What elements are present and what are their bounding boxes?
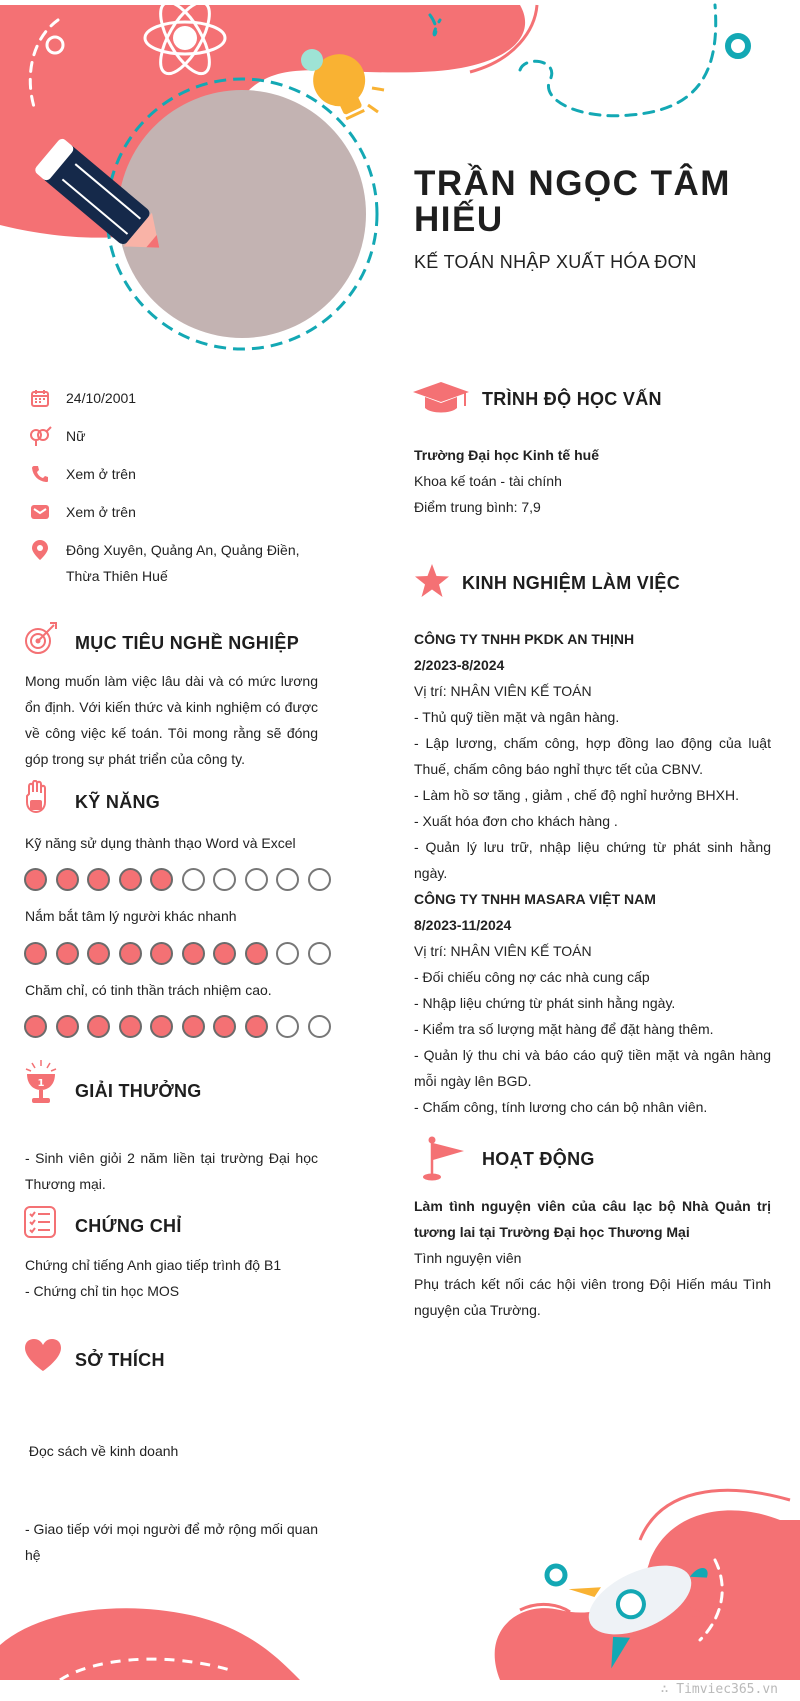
skill-rating [24,868,339,891]
gender-value: Nữ [66,428,86,444]
awards-text: - Sinh viên giỏi 2 năm liền tại trường Đại học Thương mại. [25,1150,318,1192]
rating-dot-filled [213,942,236,965]
job-duty: - Làm hồ sơ tăng , giảm , chế độ nghỉ hưởng BHXH. [414,787,740,803]
trophy-icon [24,1060,58,1111]
hobbies-title: SỞ THÍCH [75,1350,165,1370]
checklist-icon [24,1206,56,1243]
education-title: TRÌNH ĐỘ HỌC VẤN [482,389,662,409]
job-duty: - Xuất hóa đơn cho khách hàng . [414,813,618,829]
rating-dot-filled [245,942,268,965]
skill-rating [24,1015,339,1038]
job-title: KẾ TOÁN NHẬP XUẤT HÓA ĐƠN [414,252,697,272]
job-period: 2/2023-8/2024 [414,657,505,673]
hand-icon [24,780,50,819]
rating-dot-filled [56,942,79,965]
calendar-icon [26,385,54,411]
hobbies-list [25,1386,322,1594]
rating-dot-filled [245,1015,268,1038]
job-duty: - Đối chiếu công nợ các nhà cung cấp [414,969,650,985]
job-duty: - Kiểm tra số lượng mặt hàng để đặt hàng thêm. [414,1021,714,1037]
faculty: Khoa kế toán - tài chính [414,473,562,489]
phone-value: Xem ở trên [66,466,136,482]
rating-dot-empty [308,1015,331,1038]
hobby-item: - Giao tiếp với mọi người để mở rộng mối quan hệ [25,1521,322,1563]
skills-title: KỸ NĂNG [75,792,161,812]
watermark: ∴ Timviec365.vn [660,1682,778,1697]
activity-heading: Làm tình nguyện viên của câu lạc bộ Nhà Quản trị tương lai tại Trường Đại học Thương Mại [414,1198,771,1240]
skill-name: Chăm chỉ, có tinh thần trách nhiệm cao. [25,982,272,998]
education-details [414,442,774,520]
job-period: 8/2023-11/2024 [414,917,512,933]
rating-dot-filled [213,1015,236,1038]
awards-title: GIẢI THƯỞNG [75,1081,202,1101]
svg-text:1: 1 [37,1078,45,1089]
objective-title: MỤC TIÊU NGHỀ NGHIỆP [75,633,300,653]
rating-dot-filled [87,1015,110,1038]
job-entry [414,886,771,1120]
rating-dot-filled [150,942,173,965]
rating-dot-filled [24,942,47,965]
rating-dot-filled [87,942,110,965]
skill-name: Kỹ năng sử dụng thành thạo Word và Excel [25,835,296,851]
rating-dot-empty [276,1015,299,1038]
job-duty: - Lập lương, chấm công, hợp đồng lao động của luật Thuế, chấm công báo nghỉ thực tết của CBNV. [414,735,771,777]
company-name: CÔNG TY TNHH MASARA VIỆT NAM [414,891,656,907]
activities-title: HOẠT ĐỘNG [482,1149,595,1169]
rating-dot-filled [56,868,79,891]
rating-dot-empty [276,868,299,891]
job-duty: - Chấm công, tính lương cho cán bộ nhân viên. [414,1099,708,1115]
job-duty: - Nhập liệu chứng từ phát sinh hằng ngày. [414,995,676,1011]
info-address [26,537,316,589]
info-phone [26,461,316,487]
certificate-item: Chứng chỉ tiếng Anh giao tiếp trình độ B1 [25,1257,282,1273]
gender-icon [26,423,54,449]
email-value: Xem ở trên [66,504,136,520]
school-name: Trường Đại học Kinh tế huế [414,447,599,463]
certificate-item: - Chứng chỉ tin học MOS [25,1283,180,1299]
candidate-name: TRẦN NGỌC TÂM HIẾU [414,164,731,239]
rating-dot-filled [24,868,47,891]
rating-dot-empty [276,942,299,965]
target-icon [24,621,58,660]
info-email [26,499,316,525]
rating-dot-filled [182,1015,205,1038]
rating-dot-filled [119,942,142,965]
rating-dot-filled [87,868,110,891]
rating-dot-filled [119,1015,142,1038]
rating-dot-filled [182,942,205,965]
activity-description: Phụ trách kết nối các hội viên trong Đội Hiến máu Tình nguyện của Trường. [414,1276,771,1318]
job-duty: - Quản lý lưu trữ, nhập liệu chứng từ phát sinh hằng ngày. [414,839,771,881]
job-position: Vị trí: NHÂN VIÊN KẾ TOÁN [414,943,592,959]
rating-dot-empty [245,868,268,891]
rating-dot-empty [213,868,236,891]
rating-dot-filled [56,1015,79,1038]
job-position: Vị trí: NHÂN VIÊN KẾ TOÁN [414,683,592,699]
star-icon [414,564,450,603]
company-name: CÔNG TY TNHH PKDK AN THỊNH [414,631,635,647]
objective-text: Mong muốn làm việc lâu dài và có mức lương ổn định. Với kiến thức và kinh nghiệm có được về công việc kế toán. Tôi mong rằng sẽ đóng góp trong sự phát triển của công ty. [25,673,318,767]
hobby-item: Đọc sách về kinh doanh [25,1443,179,1459]
certificates-title: CHỨNG CHỈ [75,1216,182,1236]
rating-dot-filled [150,868,173,891]
job-duty: - Quản lý thu chi và báo cáo quỹ tiền mặt và ngân hàng mỗi ngày lên BGD. [414,1047,771,1089]
flag-icon [420,1136,466,1187]
info-birthday [26,385,316,411]
rating-dot-empty [182,868,205,891]
skill-rating [24,942,339,965]
gpa: Điểm trung bình: 7,9 [414,499,541,515]
experience-title: KINH NGHIỆM LÀM VIỆC [462,573,681,593]
birthday-value: 24/10/2001 [66,390,137,406]
certificates-list [25,1252,325,1304]
job-entry [414,626,771,886]
heart-icon [24,1338,62,1377]
rating-dot-empty [308,868,331,891]
mail-icon [26,499,54,525]
rating-dot-filled [24,1015,47,1038]
address-value: Đông Xuyên, Quảng An, Quảng Điền, Thừa Thiên Huế [66,542,300,584]
rating-dot-filled [150,1015,173,1038]
rating-dot-filled [119,868,142,891]
activity-role: Tình nguyện viên [414,1250,522,1266]
skill-name: Nắm bắt tâm lý người khác nhanh [25,908,237,924]
job-duty: - Thủ quỹ tiền mặt và ngân hàng. [414,709,620,725]
rating-dot-empty [308,942,331,965]
location-pin-icon [26,537,54,563]
phone-icon [26,461,54,487]
activity-entry [414,1193,771,1323]
graduation-cap-icon [413,382,469,421]
info-gender [26,423,316,449]
